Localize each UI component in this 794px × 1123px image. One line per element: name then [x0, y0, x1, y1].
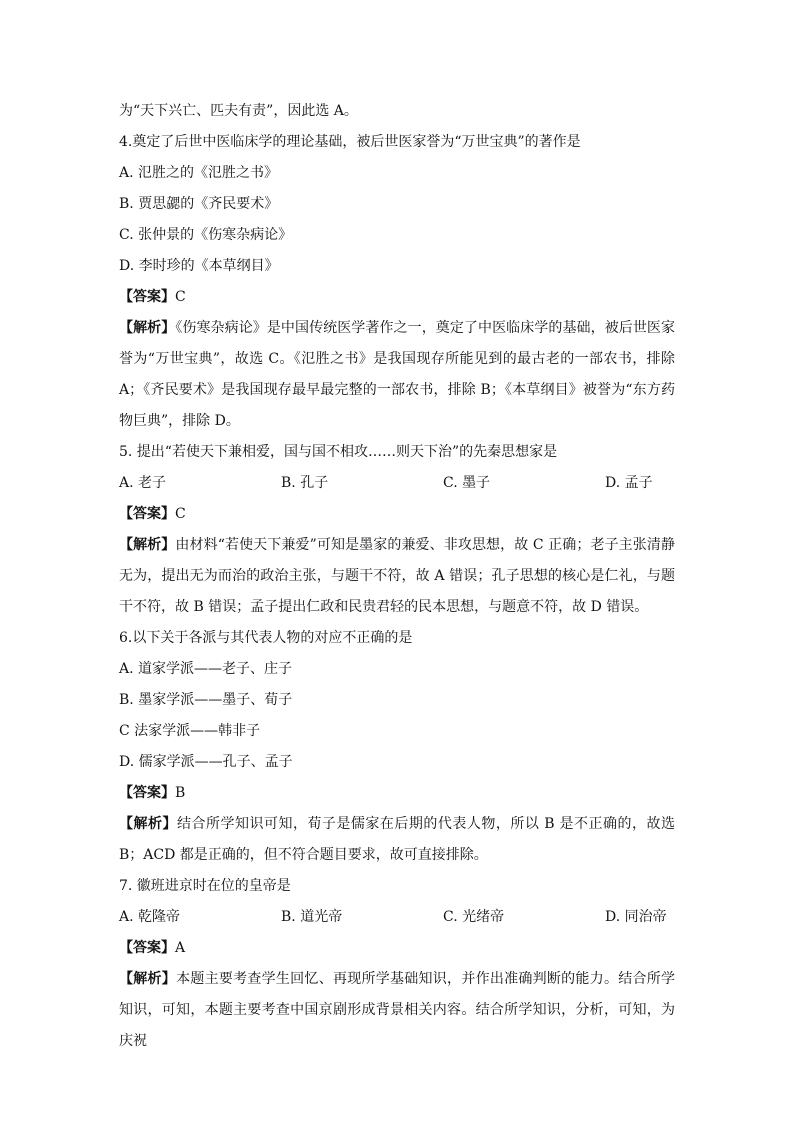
answer-value: B [175, 785, 186, 801]
answer-label: 【答案】 [119, 785, 175, 801]
question-5-option-d: D. 孟子 [605, 475, 653, 491]
analysis-text: 由材料“若使天下兼爱”可知是墨家的兼爱、非攻思想，故 C 正确；老子主张清静无为，提出无为而治的政治主张，与题干不符，故 A 错误；孔子思想的核心是仁礼，与题干不符，故 B 错误；孟子提出仁政和民贵君轻的民本思想，与题意不符，故 D 错误。 [119, 537, 675, 615]
question-5-option-b: B. 孔子 [281, 475, 329, 491]
question-5-option-a: A. 老子 [119, 475, 167, 491]
question-4-stem: 4.奠定了后世中医临床学的理论基础，被后世医家誉为“万世宝典”的著作是 [119, 134, 581, 150]
answer-label: 【答案】 [119, 506, 175, 522]
question-7-stem: 7. 徽班进京时在位的皇帝是 [119, 878, 291, 894]
question-4-option-a: A. 氾胜之的《氾胜之书》 [119, 165, 279, 181]
question-6-option-c: C 法家学派——韩非子 [119, 723, 261, 739]
document-page [119, 96, 675, 1057]
answer-value: A [175, 940, 186, 956]
question-4-option-b: B. 贾思勰的《齐民要术》 [119, 196, 279, 212]
question-5-answer [119, 499, 675, 530]
question-7-option-b: B. 道光帝 [281, 909, 343, 925]
question-5-analysis [119, 530, 675, 623]
answer-value: C [175, 506, 186, 522]
question-7-answer [119, 933, 675, 964]
question-6-analysis [119, 809, 675, 871]
question-7-options [119, 902, 675, 933]
question-5-stem: 5. 提出“若使天下兼相爱，国与国不相攻……则天下治”的先秦思想家是 [119, 444, 558, 460]
question-4-option-d: D. 李时珍的《本草纲目》 [119, 258, 279, 274]
question-7-option-c: C. 光绪帝 [443, 909, 505, 925]
text-line: 为“天下兴亡、匹夫有责”，因此选 A。 [119, 103, 358, 119]
answer-label: 【答案】 [119, 289, 175, 305]
analysis-label: 【解析】 [119, 537, 176, 553]
analysis-text: 《伤寒杂病论》是中国传统医学著作之一，奠定了中医临床学的基础，被后世医家誉为“万世宝典”，故选 C。《氾胜之书》是我国现存所能见到的最古老的一部农书，排除 A；《齐民要术》是我国现存最早最完整的一部农书，排除 B；《本草纲目》被誉为“东方药物巨典”，排除 D。 [119, 320, 676, 429]
question-6-answer [119, 778, 675, 809]
question-5-option-c: C. 墨子 [443, 475, 491, 491]
question-7-option-a: A. 乾隆帝 [119, 909, 181, 925]
question-6-option-b: B. 墨家学派——墨子、荀子 [119, 692, 293, 708]
answer-label: 【答案】 [119, 940, 175, 956]
question-4-option-c: C. 张仲景的《伤寒杂病论》 [119, 227, 293, 243]
question-7-option-d: D. 同治帝 [605, 909, 667, 925]
answer-value: C [175, 289, 186, 305]
question-5-options [119, 468, 675, 499]
analysis-label: 【解析】 [119, 971, 177, 987]
question-6-option-d: D. 儒家学派——孔子、孟子 [119, 754, 293, 770]
question-7-analysis [119, 964, 675, 1057]
question-4-analysis [119, 313, 675, 437]
question-6-option-a: A. 道家学派——老子、庄子 [119, 661, 293, 677]
analysis-text: 结合所学知识可知，荀子是儒家在后期的代表人物，所以 B 是不正确的，故选 B；ACD 都是正确的，但不符合题目要求，故可直接排除。 [119, 816, 676, 863]
analysis-text: 本题主要考查学生回忆、再现所学基础知识，并作出准确判断的能力。结合所学知识，可知，本题主要考查中国京剧形成背景相关内容。结合所学知识，分析，可知，为庆祝 [119, 971, 676, 1049]
question-4-answer [119, 282, 675, 313]
question-6-stem: 6.以下关于各派与其代表人物的对应不正确的是 [119, 630, 413, 646]
analysis-label: 【解析】 [119, 320, 176, 336]
analysis-label: 【解析】 [119, 816, 177, 832]
